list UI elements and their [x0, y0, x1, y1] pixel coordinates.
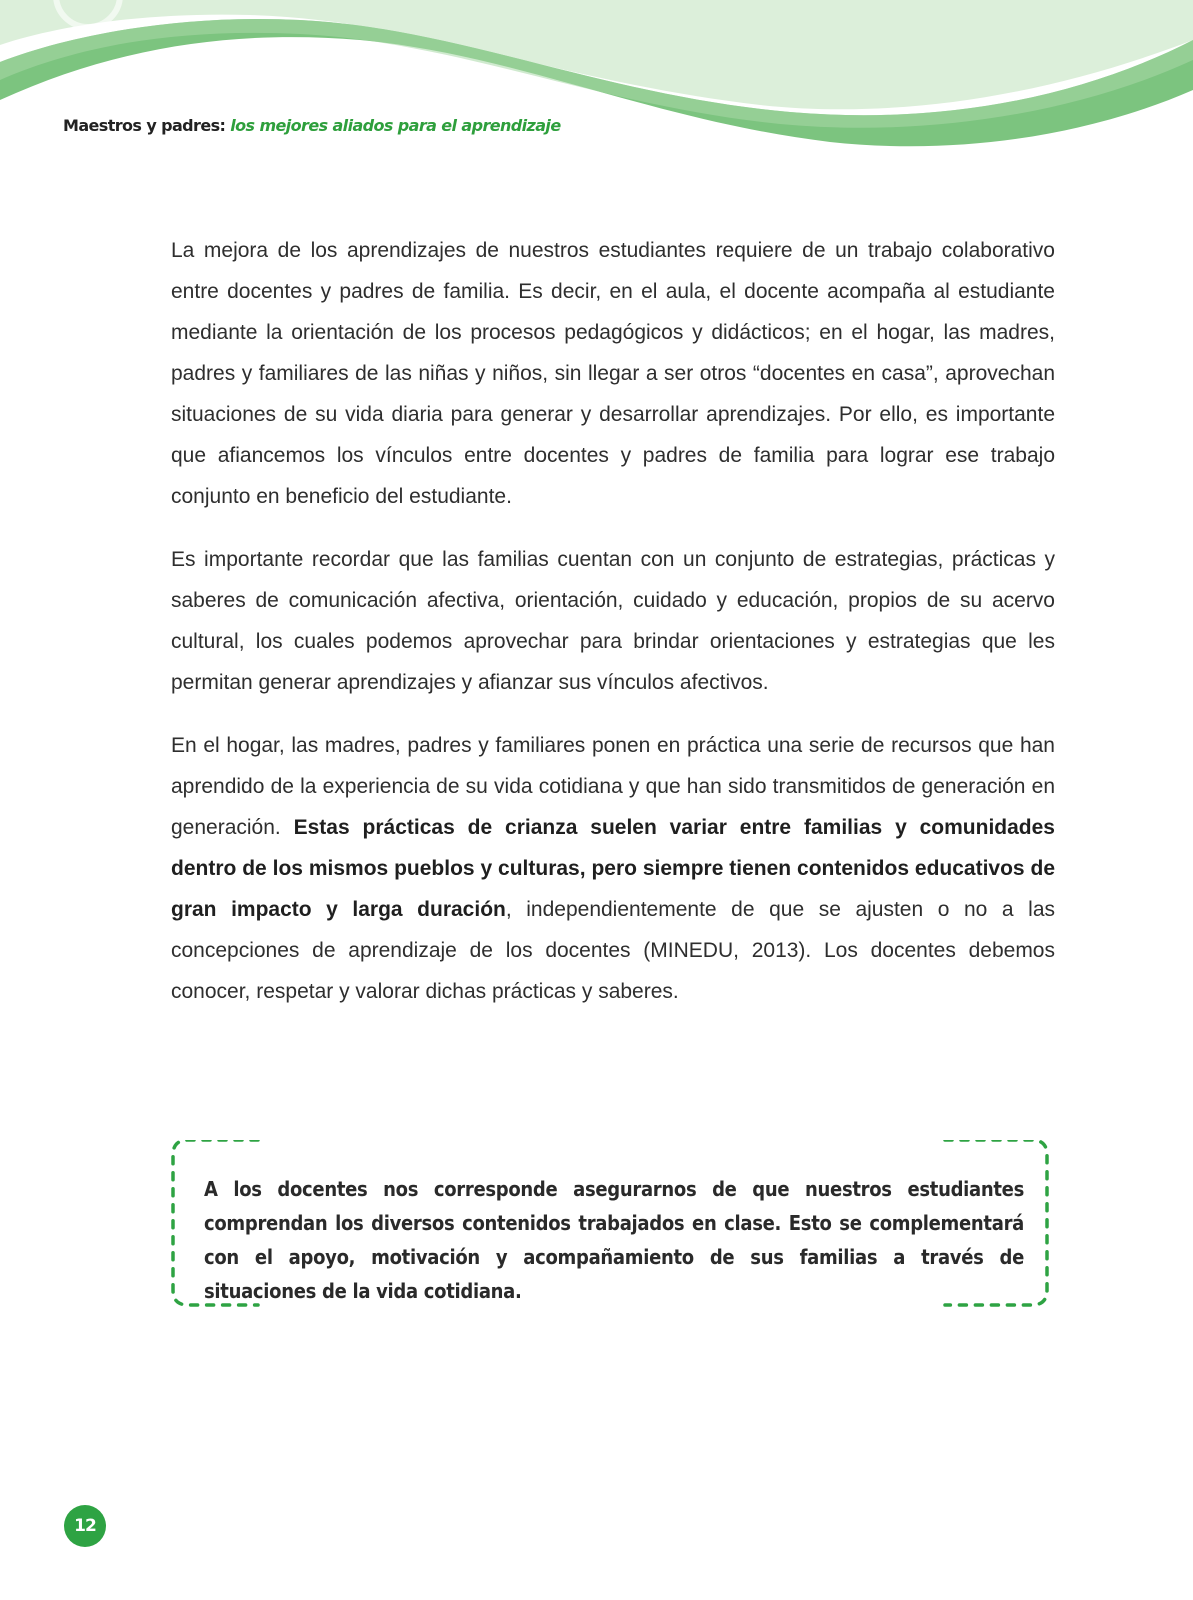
paragraph-3-bold: Estas prácticas de crianza suelen variar entre familias y comunidades dentro de los mismos pueblos y culturas, pero siempre tienen contenidos educativos de gran impacto y larga duración — [171, 816, 1055, 921]
body-text — [171, 230, 1055, 1034]
callout-box — [170, 1140, 1057, 1340]
paragraph-2: Es importante recordar que las familias cuentan con un conjunto de estrategias, prácticas y saberes de comunicación afectiva, orientación, cuidado y educación, propios de su acervo cultural, los cuales podemos aprovechar para brindar orientaciones y estrategias que les permitan generar aprendizajes y afianzar sus vínculos afectivos. — [171, 548, 1055, 694]
running-header-subtitle: los mejores aliados para el aprendizaje — [230, 116, 561, 135]
header-wave-decoration — [0, 0, 1193, 160]
running-header — [63, 116, 561, 135]
paragraph-1: La mejora de los aprendizajes de nuestros estudiantes requiere de un trabajo colaborativo entre docentes y padres de familia. Es decir, en el aula, el docente acompaña al estudiante mediante la orientación de los procesos pedagógicos y didácticos; en el hogar, las madres, padres y familiares de las niñas y niños, sin llegar a ser otros “docentes en casa”, aprovechan situaciones de su vida diaria para generar y desarrollar aprendizajes. Por ello, es importante que afiancemos los vínculos entre docentes y padres de familia para lograr ese trabajo conjunto en beneficio del estudiante. — [171, 239, 1055, 508]
paragraph-3 — [171, 725, 1055, 1012]
paragraph-3-end: , independientemente de que se ajusten o no a las concepciones de aprendizaje de los docentes (MINEDU, 2013). Los docentes debemos conocer, respetar y valorar dichas prácticas y saberes. — [171, 898, 1056, 1003]
page-number-badge: 12 — [64, 1505, 106, 1547]
running-header-title: Maestros y padres: — [63, 116, 226, 135]
callout-text: A los docentes nos corresponde asegurarnos de que nuestros estudiantes comprendan los diversos contenidos trabajados en clase. Esto se complementará con el apoyo, motivación y acompañamiento de sus familias a través de situaciones de la vida cotidiana. — [204, 1177, 1024, 1303]
paragraph-3-start: En el hogar, las madres, padres y familiares ponen en práctica una serie de recursos que han aprendido de la experiencia de su vida cotidiana y que han sido transmitidos de generación en generación. — [171, 734, 1055, 839]
